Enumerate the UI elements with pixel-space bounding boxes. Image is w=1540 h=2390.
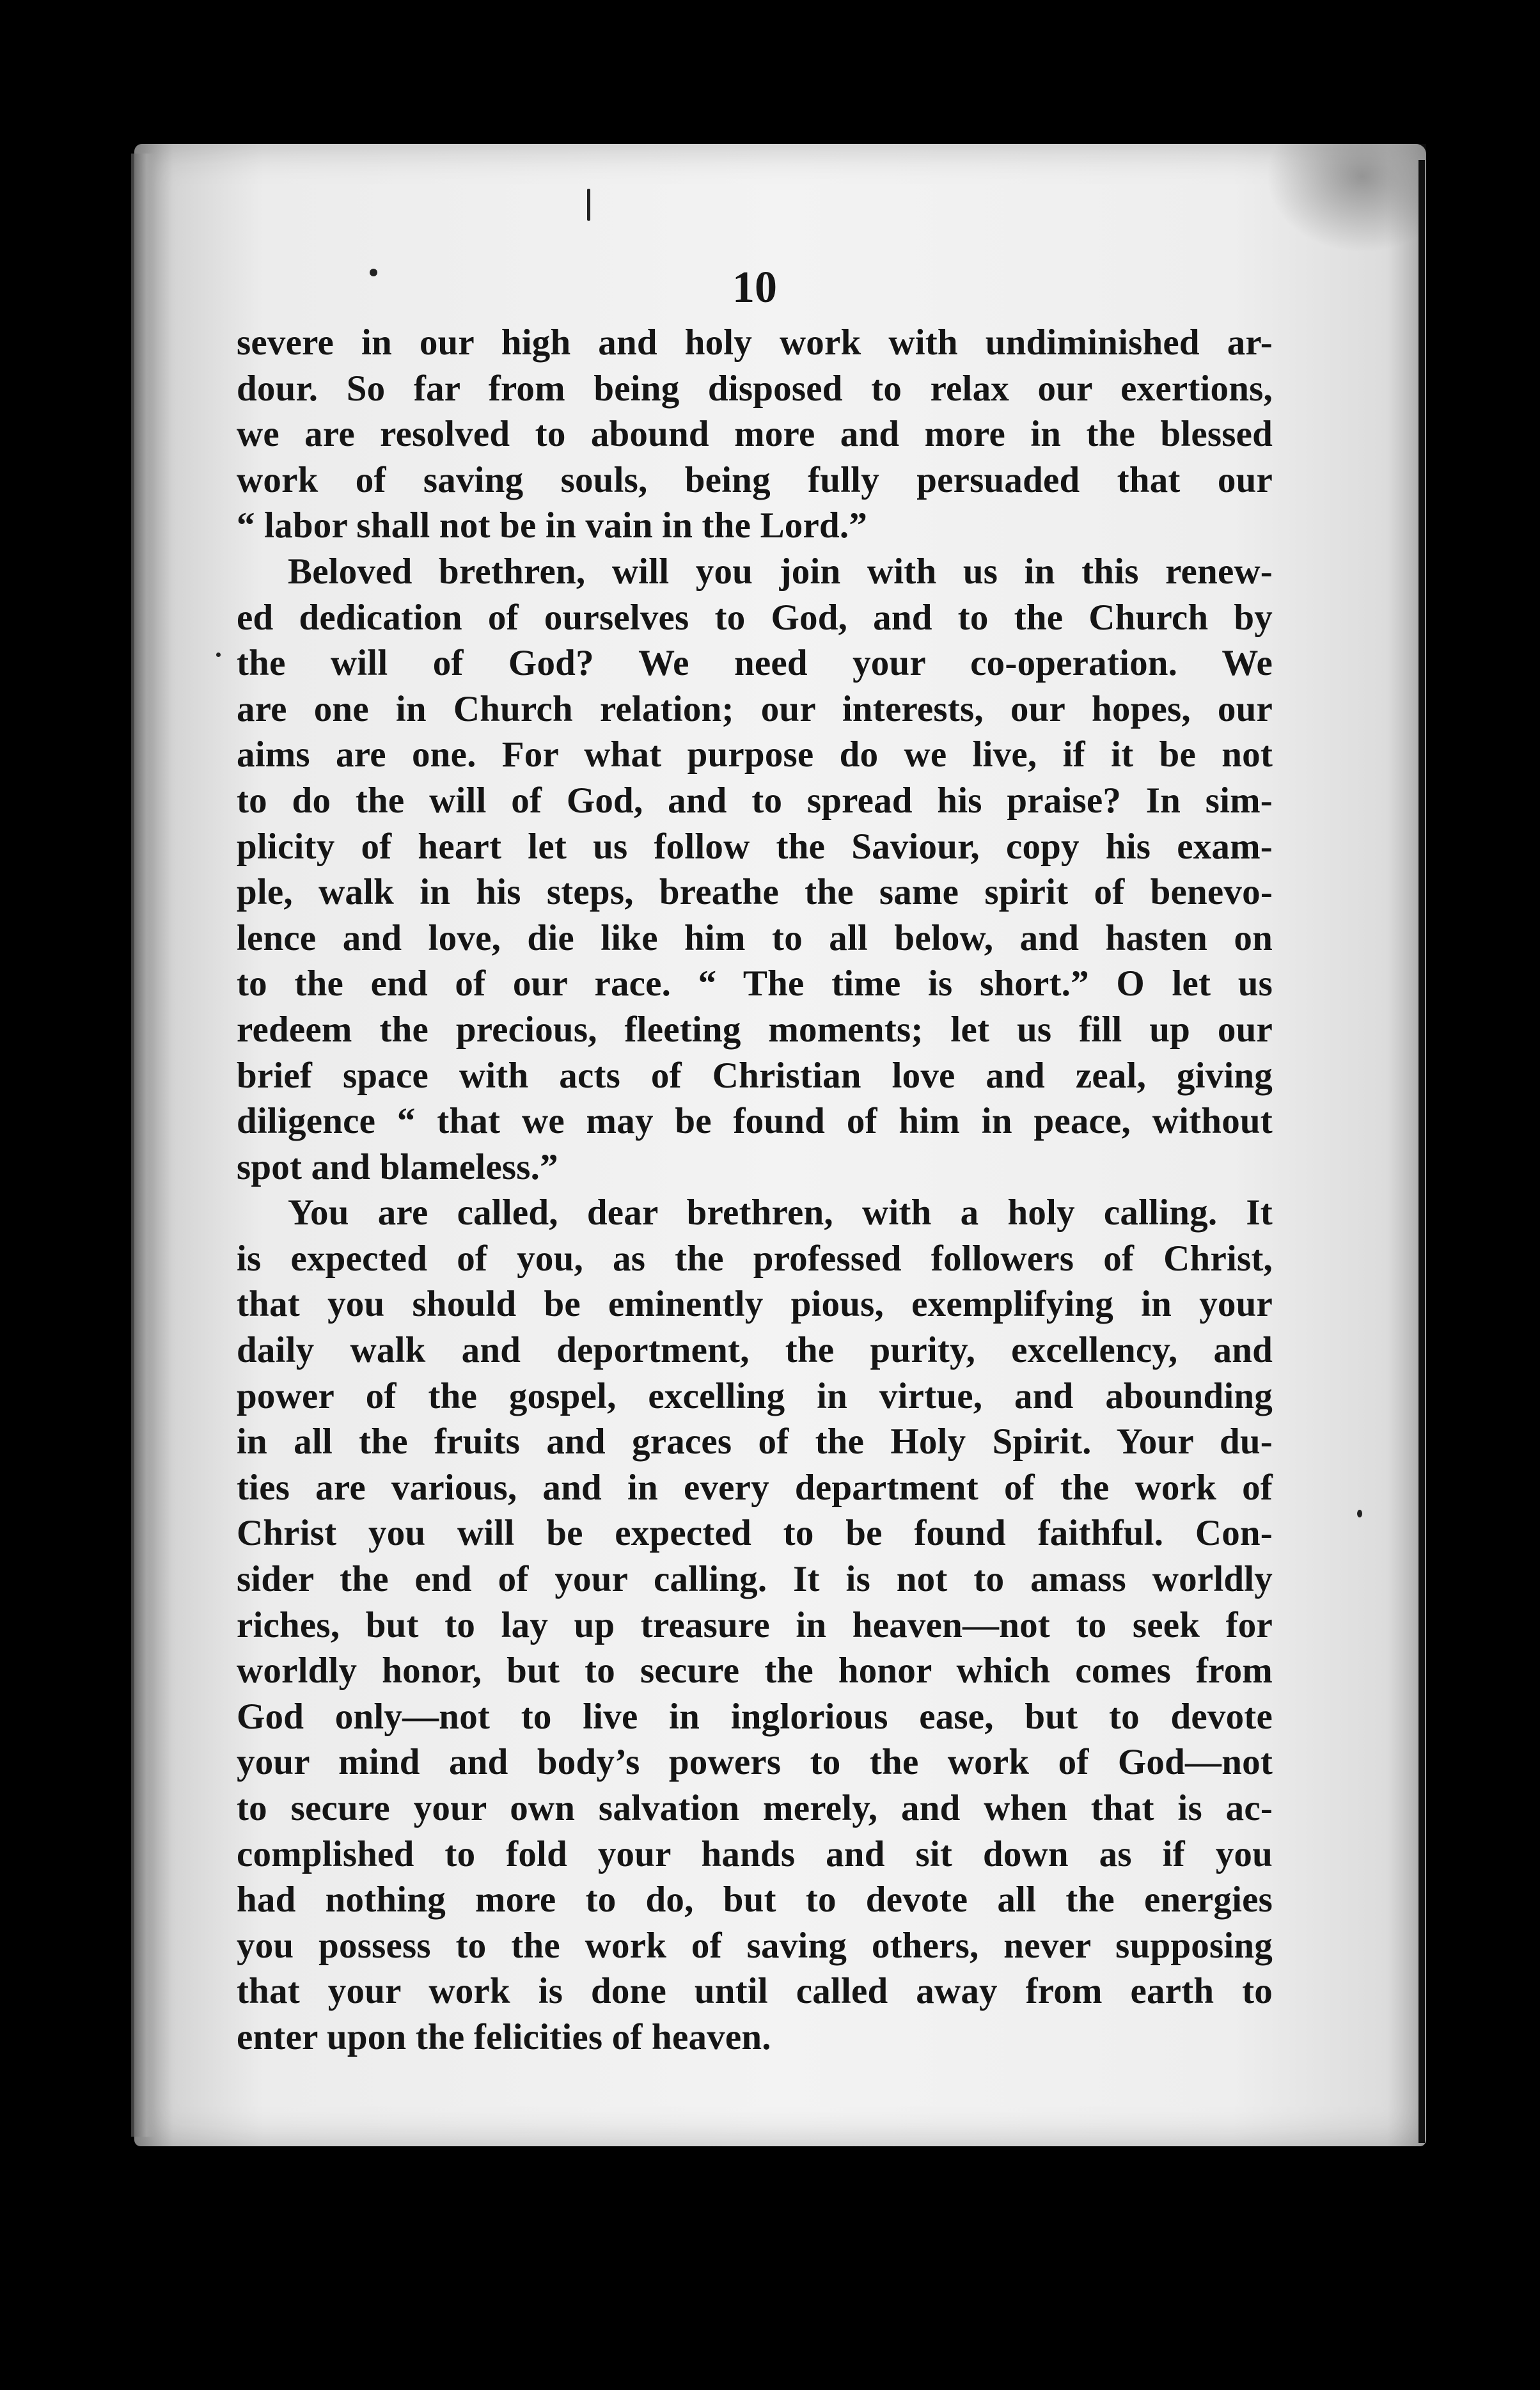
binding-gutter: [1418, 160, 1425, 2143]
body-text: [237, 320, 1273, 2061]
ink-speck: [587, 189, 590, 221]
text-line: that you should be eminently pious, exemplifying in your: [237, 1284, 1273, 1325]
text-line: spot and blameless.”: [237, 1146, 558, 1187]
text-line: your mind and body’s powers to the work of God—not: [237, 1742, 1273, 1783]
text-line: redeem the precious, fleeting moments; let us fill up our: [237, 1009, 1273, 1050]
text-line: Christ you will be expected to be found faithful. Con-: [237, 1513, 1273, 1554]
text-line: we are resolved to abound more and more in the blessed: [237, 414, 1273, 455]
text-line: to do the will of God, and to spread his praise? In sim-: [237, 780, 1273, 821]
ink-speck: [216, 653, 221, 657]
text-line: that your work is done until called away from earth to: [237, 1971, 1273, 2012]
paragraph: [237, 320, 1273, 549]
text-line: Beloved brethren, will you join with us in this renew-: [288, 551, 1273, 592]
text-line: You are called, dear brethren, with a holy calling. It: [288, 1192, 1273, 1233]
text-line: the will of God? We need your co-operation. We: [237, 643, 1273, 684]
text-line: worldly honor, but to secure the honor which comes from: [237, 1650, 1273, 1691]
text-line: had nothing more to do, but to devote all the energies: [237, 1880, 1273, 1920]
page-edge-shadow: [131, 154, 157, 2137]
text-line: ed dedication of ourselves to God, and to the Church by: [237, 597, 1273, 638]
text-line: “ labor shall not be in vain in the Lord.”: [237, 505, 868, 546]
text-line: are one in Church relation; our interests, our hopes, our: [237, 688, 1273, 729]
text-line: to the end of our race. “ The time is short.” O let us: [237, 963, 1273, 1004]
text-line: enter upon the felicities of heaven.: [237, 2016, 771, 2057]
text-line: in all the fruits and graces of the Holy Spirit. Your du-: [237, 1421, 1273, 1462]
text-line: dour. So far from being disposed to relax our exertions,: [237, 368, 1273, 409]
text-line: is expected of you, as the professed followers of Christ,: [237, 1238, 1273, 1279]
paragraph: [237, 549, 1273, 1190]
ink-speck: [370, 269, 377, 276]
text-line: brief space with acts of Christian love and zeal, giving: [237, 1055, 1273, 1096]
text-line: ple, walk in his steps, breathe the same spirit of benevo-: [237, 872, 1273, 913]
ink-speck: [1357, 1510, 1362, 1517]
text-line: riches, but to lay up treasure in heaven—not to seek for: [237, 1604, 1273, 1645]
text-line: sider the end of your calling. It is not to amass worldly: [237, 1559, 1273, 1600]
text-line: you possess to the work of saving others, never supposing: [237, 1925, 1273, 1966]
text-line: ties are various, and in every department of the work of: [237, 1467, 1273, 1508]
page-stain: [1266, 144, 1426, 253]
text-line: severe in our high and holy work with undiminished ar-: [237, 322, 1273, 363]
text-line: God only—not to live in inglorious ease, but to devote: [237, 1696, 1273, 1737]
paragraph: [237, 1190, 1273, 2060]
text-line: diligence “ that we may be found of him in peace, without: [237, 1101, 1273, 1142]
page-number: 10: [732, 263, 777, 312]
text-line: to secure your own salvation merely, and when that is ac-: [237, 1788, 1273, 1828]
text-line: complished to fold your hands and sit down as if you: [237, 1833, 1273, 1874]
text-line: work of saving souls, being fully persuaded that our: [237, 459, 1273, 500]
text-line: plicity of heart let us follow the Saviour, copy his exam-: [237, 826, 1273, 867]
text-line: power of the gospel, excelling in virtue, and abounding: [237, 1375, 1273, 1416]
text-line: aims are one. For what purpose do we live, if it be not: [237, 734, 1273, 775]
text-line: lence and love, die like him to all below, and hasten on: [237, 917, 1273, 958]
text-line: daily walk and deportment, the purity, excellency, and: [237, 1330, 1273, 1371]
